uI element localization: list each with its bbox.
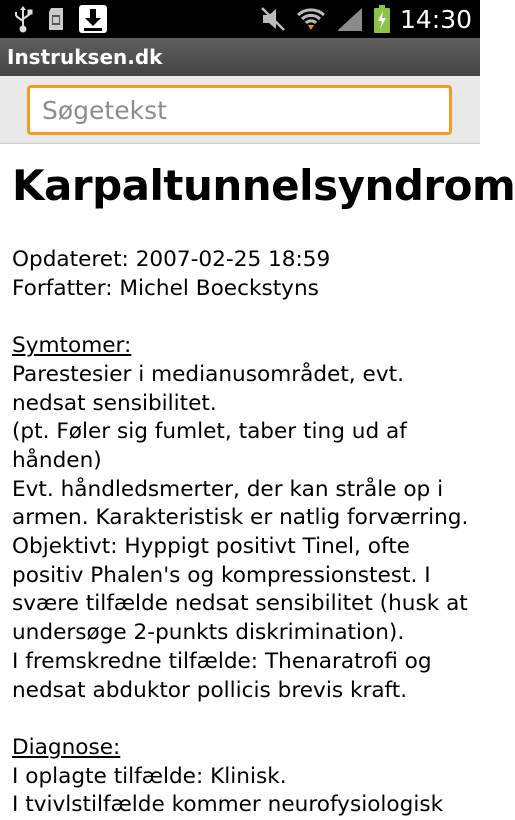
spacer [12,705,468,734]
article-body [12,246,468,820]
app-title: Instruksen.dk [0,38,480,76]
article-content[interactable] [0,145,515,818]
text-line: undersøge 2-punkts diskrimination). [12,620,405,646]
status-clock: 14:30 [399,4,472,34]
text-line: nedsat abduktor pollicis brevis kraft. [12,677,408,703]
text-line: Objektivt: Hyppigt positivt Tinel, ofte [12,534,410,560]
text-line: nedsat sensibilitet. [12,390,217,416]
search-input[interactable] [27,85,452,135]
text-line: armen. Karakteristisk er natlig forværring. [12,505,469,531]
text-line: hånden) [12,447,102,473]
section-heading-diagnosis: Diagnose: [12,734,121,760]
text-line: I tvivlstilfælde kommer neurofysiologisk [12,792,444,818]
text-line: Parestesier i medianusområdet, evt. [12,361,404,387]
text-line: (pt. Føler sig fumlet, taber ting ud af [12,419,407,445]
mute-icon [260,6,286,32]
spacer [12,303,468,332]
search-bar [0,76,480,144]
text-line: I oplagte tilfælde: Klinisk. [12,763,287,789]
usb-icon [12,6,34,32]
author: Forfatter: Michel Boeckstyns [12,275,319,301]
sd-card-icon [46,6,66,32]
text-line: I fremskredne tilfælde: Thenaratrofi og [12,648,432,674]
page-title: Karpaltunnelsyndrom [12,161,515,210]
system-icons [250,0,472,38]
text-line: Evt. håndledsmerter, der kan stråle op i [12,476,444,502]
text-line: svære tilfælde nedsat sensibilitet (husk at [12,591,468,617]
wifi-icon [296,6,326,32]
download-icon [78,4,108,34]
signal-icon [336,6,364,32]
status-bar [0,0,480,38]
updated-date: Opdateret: 2007-02-25 18:59 [12,247,331,272]
notification-icons [0,0,108,38]
section-heading-symptoms: Symtomer: [12,333,132,359]
text-line: positiv Phalen's og kompressionstest. I [12,562,431,588]
battery-charging-icon [374,5,390,33]
